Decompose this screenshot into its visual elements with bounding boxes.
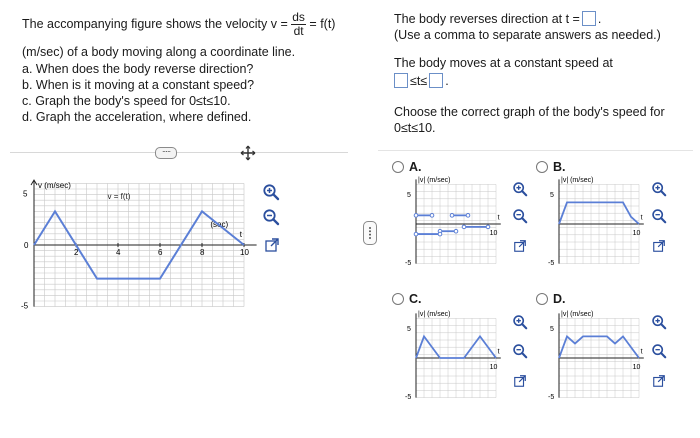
velocity-graph xyxy=(22,175,258,320)
option-c-radio[interactable] xyxy=(392,293,404,305)
option-y-tick: 5 xyxy=(550,325,554,333)
open-endpoint xyxy=(438,232,442,236)
option-c-zoom-in-icon[interactable] xyxy=(511,313,529,331)
open-endpoint xyxy=(430,214,434,218)
option-a-zoom-in-icon[interactable] xyxy=(511,180,529,198)
option-b-graph-svg xyxy=(543,176,647,272)
option-c-graph-svg xyxy=(400,310,504,406)
constant-lower-input[interactable] xyxy=(394,73,408,88)
open-endpoint xyxy=(414,214,418,218)
option-t-label: t xyxy=(640,348,643,356)
option-a-label: A. xyxy=(409,160,422,174)
option-d[interactable] xyxy=(536,292,566,306)
option-y-tick: -5 xyxy=(405,394,412,402)
option-y-tick: -5 xyxy=(405,260,412,268)
fraction-numerator: ds xyxy=(292,10,305,24)
option-b-graph xyxy=(543,176,647,277)
option-b-zoom-out-icon[interactable] xyxy=(650,207,668,225)
option-y-tick: 5 xyxy=(407,191,411,199)
x-tick-label: 6 xyxy=(158,248,163,258)
move-icon[interactable] xyxy=(240,145,256,166)
question-divider xyxy=(10,152,348,153)
option-x-tick: 10 xyxy=(632,363,641,371)
open-endpoint xyxy=(454,229,458,233)
x-tick-label: 2 xyxy=(74,248,79,258)
option-y-label: |v| (m/sec) xyxy=(561,176,594,184)
option-y-label: |v| (m/sec) xyxy=(561,310,594,318)
answers-divider xyxy=(378,150,693,151)
option-d-zoom-out-icon[interactable] xyxy=(650,342,668,360)
constant-speed-row xyxy=(392,73,449,89)
open-endpoint xyxy=(486,225,490,229)
more-button[interactable]: ····· xyxy=(155,147,177,159)
option-t-label: t xyxy=(497,214,500,222)
option-a-graph xyxy=(400,176,504,277)
derivative-fraction xyxy=(291,11,306,38)
reverse-suffix: . xyxy=(597,12,602,26)
equals-f: = f(t) xyxy=(309,16,336,31)
reverse-hint: (Use a comma to separate answers as needed.) xyxy=(394,28,661,42)
option-x-tick: 10 xyxy=(632,229,641,237)
choose-line1: Choose the correct graph of the body's speed for xyxy=(394,105,665,119)
x-tick-label: 10 xyxy=(240,248,249,258)
option-a-graph-svg xyxy=(400,176,504,272)
option-t-label: t xyxy=(497,348,500,356)
option-c[interactable] xyxy=(392,292,422,306)
option-y-label: |v| (m/sec) xyxy=(418,310,451,318)
question-intro: The accompanying figure shows the velocity v = xyxy=(22,16,288,31)
option-y-tick: -5 xyxy=(548,260,555,268)
option-b[interactable] xyxy=(536,160,566,174)
y-tick-label: 5 xyxy=(23,189,28,199)
curve-label: v = f(t) xyxy=(107,192,131,202)
option-d-radio[interactable] xyxy=(536,293,548,305)
option-b-label: B. xyxy=(553,160,566,174)
option-x-tick: 10 xyxy=(489,363,498,371)
option-y-tick: 5 xyxy=(407,325,411,333)
open-endpoint xyxy=(450,214,454,218)
reverse-direction-row xyxy=(394,11,601,27)
question-part-b: b. When is it moving at a constant speed? xyxy=(22,78,255,92)
constant-speed-text: The body moves at a constant speed at xyxy=(394,56,613,70)
constant-mid: ≤t≤ xyxy=(410,74,428,88)
option-a[interactable] xyxy=(392,160,422,174)
reverse-time-input[interactable] xyxy=(582,11,596,26)
option-d-popout-icon[interactable] xyxy=(650,372,668,390)
option-x-tick: 10 xyxy=(489,229,498,237)
option-a-radio[interactable] xyxy=(392,161,404,173)
option-b-radio[interactable] xyxy=(536,161,548,173)
velocity-graph-svg xyxy=(22,175,258,315)
y-axis-label: v (m/sec) xyxy=(38,181,71,191)
option-c-label: C. xyxy=(409,292,422,306)
x-tick-label: 4 xyxy=(116,248,121,258)
option-d-graph xyxy=(543,310,647,411)
option-c-graph xyxy=(400,310,504,411)
fraction-denominator: dt xyxy=(293,24,304,38)
reverse-prefix: The body reverses direction at t = xyxy=(394,12,580,26)
constant-suffix: . xyxy=(445,74,449,88)
option-d-zoom-in-icon[interactable] xyxy=(650,313,668,331)
option-t-label: t xyxy=(640,214,643,222)
x-axis-label: (sec) xyxy=(210,220,229,230)
t-label: t xyxy=(239,230,243,240)
question-part-c: c. Graph the body's speed for 0≤t≤10. xyxy=(22,94,231,108)
option-y-tick: -5 xyxy=(548,394,555,402)
option-y-label: |v| (m/sec) xyxy=(418,176,451,184)
question-part-a: a. When does the body reverse direction? xyxy=(22,62,254,76)
option-b-zoom-in-icon[interactable] xyxy=(650,180,668,198)
constant-upper-input[interactable] xyxy=(429,73,443,88)
open-endpoint xyxy=(462,225,466,229)
zoom-in-icon[interactable] xyxy=(262,183,280,201)
option-y-tick: 5 xyxy=(550,191,554,199)
option-c-zoom-out-icon[interactable] xyxy=(511,342,529,360)
option-c-popout-icon[interactable] xyxy=(511,372,529,390)
zoom-out-icon[interactable] xyxy=(262,208,280,226)
option-d-graph-svg xyxy=(543,310,647,406)
option-a-zoom-out-icon[interactable] xyxy=(511,207,529,225)
open-endpoint xyxy=(414,232,418,236)
question-intro-line xyxy=(22,11,335,38)
choose-line2: 0≤t≤10. xyxy=(394,121,436,135)
question-line2: (m/sec) of a body moving along a coordinate line. xyxy=(22,45,296,59)
y-tick-label: -5 xyxy=(21,301,29,311)
x-tick-label: 8 xyxy=(200,248,205,258)
open-endpoint xyxy=(466,214,470,218)
question-part-d: d. Graph the acceleration, where defined. xyxy=(22,110,252,124)
drag-handle-icon[interactable] xyxy=(363,221,377,245)
y-tick-label: 0 xyxy=(24,241,29,250)
option-a-popout-icon[interactable] xyxy=(511,237,529,255)
popout-icon[interactable] xyxy=(263,236,281,254)
option-b-popout-icon[interactable] xyxy=(650,237,668,255)
option-d-label: D. xyxy=(553,292,566,306)
